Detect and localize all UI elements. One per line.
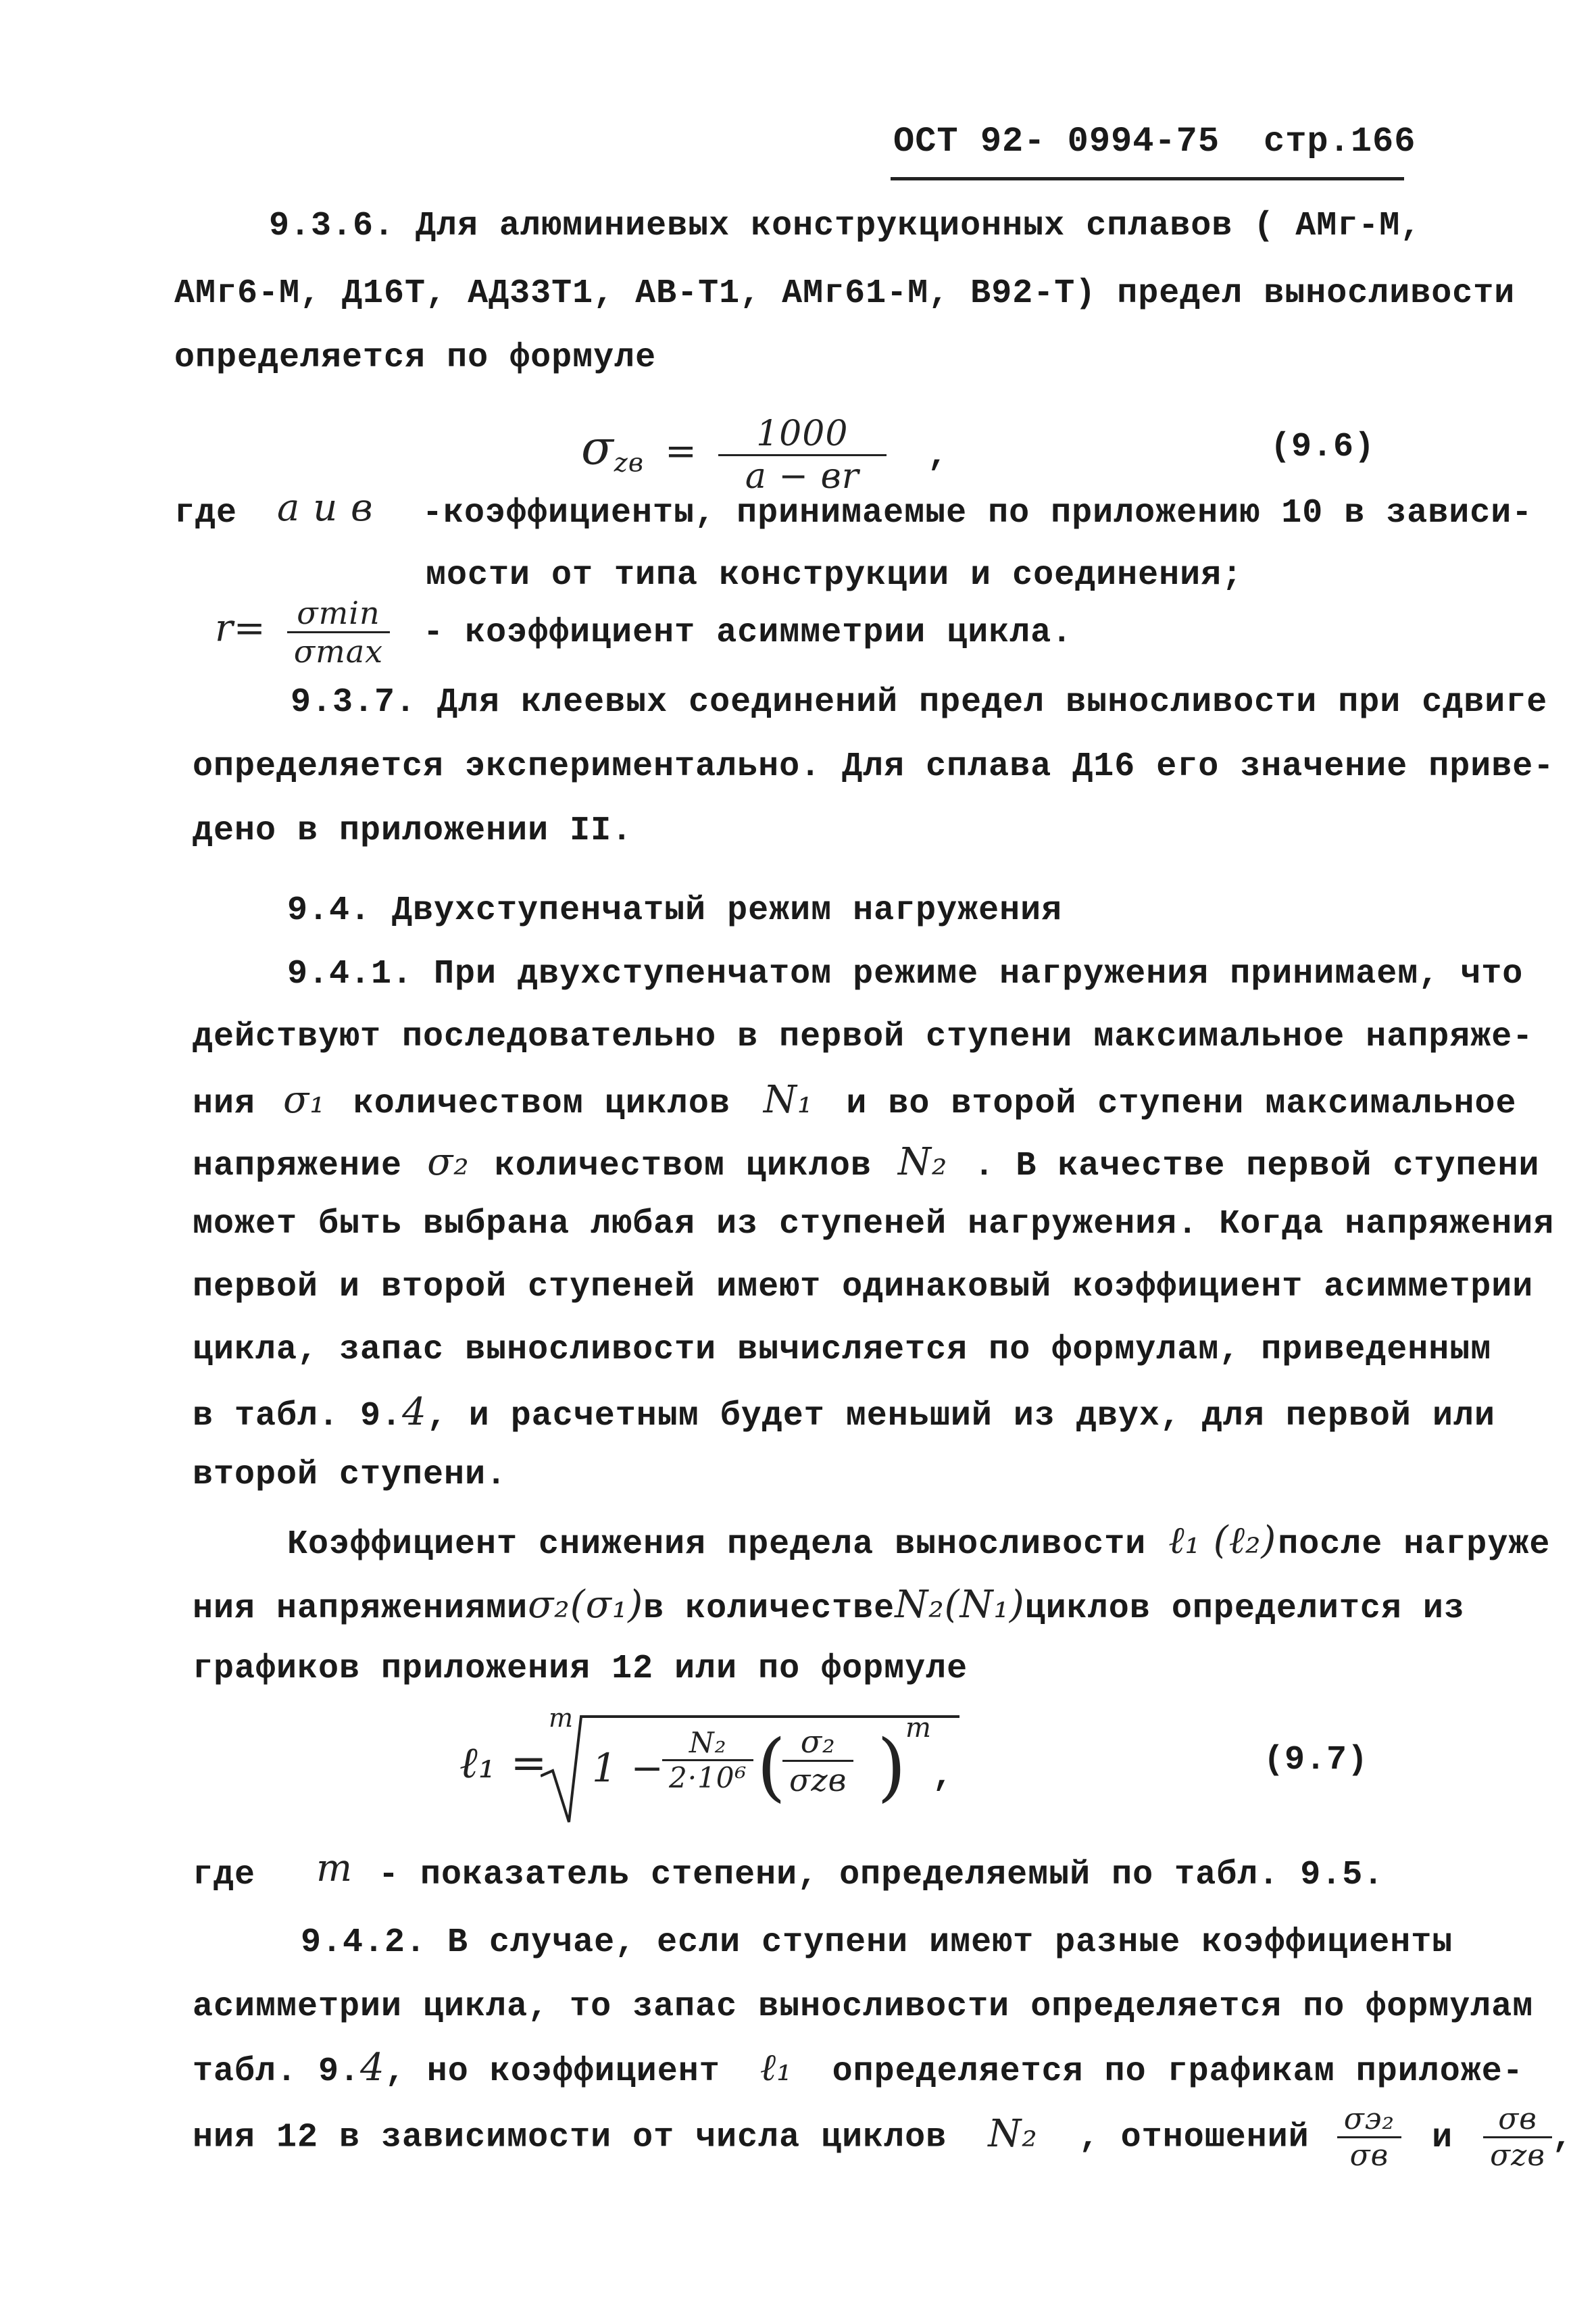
para-942-line3 [193, 2048, 1524, 2092]
para-941-line4 [193, 1142, 1540, 1187]
para-942-line3-c: определяется по графикам приложе- [832, 2052, 1524, 2091]
coef-line2-c: циклов определится из [1024, 1590, 1465, 1628]
formula-9-7-n2: N₂ [662, 1726, 753, 1761]
para-941-line1: 9.4.1. При двухступенчатом режиме нагружения принимаем, что [287, 955, 1524, 993]
where-2-word: где [193, 1856, 256, 1894]
header-underline [891, 177, 1404, 180]
para-941-line5: может быть выбрана любая из ступеней нагружения. Когда напряжения [193, 1205, 1555, 1244]
n-2-symbol: N₂ [897, 1140, 948, 1184]
para-941-line7: цикла, запас выносливости вычисляется по формулам, приведенным [193, 1331, 1492, 1369]
para-941-line8-b: , и расчетным будет меньший из двух, для первой или [426, 1397, 1495, 1435]
r-text: - коэффициент асимметрии цикла. [423, 613, 1073, 652]
r-symbol: r= [215, 606, 266, 651]
where-2-text: - показатель степени, определяемый по табл. 9.5. [378, 1856, 1385, 1894]
formula-9-7-cycles-fraction [662, 1726, 753, 1794]
formula-9-6-label: (9.6) [1270, 428, 1376, 466]
coef-line2-a: ния напряжениями [193, 1590, 528, 1628]
coef-line1-a: Коэффициент снижения предела выносливости [287, 1525, 1147, 1564]
coef-line2-b: в количестве [643, 1590, 895, 1628]
para-941-line3-c: и во второй ступени максимальное [846, 1085, 1517, 1123]
para-942-line2: асимметрии цикла, то запас выносливости определяется по формулам [193, 1988, 1534, 2026]
para-936-line1: 9.3.6. Для алюминиевых конструкционных сплавов ( АМг-М, [269, 207, 1422, 245]
coef-line1-b: после нагруже [1278, 1525, 1551, 1564]
formula-9-7-sigma2: σ₂ [782, 1723, 853, 1762]
para-941-line4-b: количеством циклов [494, 1147, 872, 1185]
formula-9-7-label: (9.7) [1264, 1741, 1369, 1779]
formula-9-7-root-index: m [549, 1703, 574, 1733]
formula-9-6-lhs: σ [581, 420, 614, 476]
formula-9-7-2e6: 2·10⁶ [669, 1761, 747, 1794]
l1-l2-symbol: ℓ₁ (ℓ₂) [1168, 1519, 1277, 1562]
where-1-symbols: a и в [277, 486, 374, 530]
para-942-end: , [1551, 2118, 1573, 2157]
n-2-symbol-b: N₂ [988, 2111, 1038, 2156]
sigma-2-1-symbol: σ₂(σ₁) [528, 1583, 644, 1627]
para-941-line2: действуют последовательно в первой ступени максимальное напряже- [193, 1018, 1534, 1056]
para-942-line1: 9.4.2. В случае, если ступени имеют разные коэффициенты [301, 1923, 1453, 1962]
para-942-and: и [1432, 2118, 1453, 2157]
para-937-line1: 9.3.7. Для клеевых соединений предел выносливости при сдвиге [291, 683, 1548, 722]
para-936-line3: определяется по формуле [174, 339, 657, 377]
formula-9-7-lhs: ℓ₁ = [459, 1738, 548, 1788]
formula-9-6-lhs-sub: zв [614, 447, 644, 478]
para-941-line4-a: напряжение [193, 1147, 403, 1185]
r-denominator: σmax [293, 633, 384, 670]
l1-symbol: ℓ₁ [759, 2046, 793, 2090]
formula-9-6-fraction [718, 414, 887, 497]
page-number: стр.166 [1264, 122, 1416, 162]
formula-9-6-denominator: a − вr [745, 456, 859, 497]
para-941-line3 [193, 1080, 1516, 1125]
ratio-2-fraction [1483, 2102, 1552, 2173]
ratio-1-denominator: σв [1349, 2138, 1389, 2173]
coef-line1 [287, 1521, 1550, 1565]
para-941-line9: второй ступени. [193, 1456, 507, 1494]
formula-9-7-rparen: ) [877, 1723, 907, 1810]
para-937-line2: определяется экспериментально. Для сплава Д16 его значение приве- [193, 747, 1555, 786]
para-941-line6: первой и второй ступеней имеют одинаковый коэффициент асимметрии [193, 1268, 1534, 1306]
formula-9-6-eq: = [664, 429, 697, 474]
ratio-2-denominator: σzв [1490, 2138, 1545, 2173]
formula-9-7-power: m [905, 1713, 932, 1744]
formula-9-6-numerator: 1000 [718, 414, 887, 456]
sigma-2-symbol: σ₂ [427, 1140, 470, 1184]
coef-line3: графиков приложения 12 или по формуле [193, 1650, 968, 1688]
formula-9-6-comma: , [927, 436, 949, 475]
coef-line2 [193, 1585, 1465, 1629]
where-1-text-a: -коэффициенты, принимаемые по приложению 10 в зависи- [422, 494, 1533, 533]
formula-9-7-one: 1 − [592, 1745, 664, 1791]
where-1-text-b: мости от типа конструкции и соединения; [426, 556, 1243, 595]
para-942-line3-a: табл. 9. [193, 2052, 361, 2091]
where-2-symbol: m [316, 1846, 353, 1890]
para-941-line4-c: . В качестве первой ступени [974, 1147, 1540, 1185]
formula-9-6 [581, 414, 949, 497]
ratio-1-fraction [1337, 2102, 1401, 2173]
para-941-line3-b: количеством циклов [353, 1085, 730, 1123]
para-942-line4-b: , отношений [1078, 2118, 1310, 2157]
table-number-4: 4 [402, 1390, 427, 1434]
section-9-4-title: 9.4. Двухступенчатый режим нагружения [287, 891, 1063, 930]
r-fraction [287, 595, 390, 670]
para-941-line8 [193, 1392, 1495, 1437]
para-942-line3-b: , но коэффициент [384, 2052, 720, 2091]
para-936-line2: АМг6-М, Д16Т, АД33Т1, АВ-Т1, АМг61-М, В92-Т) предел выносливости [174, 274, 1516, 313]
formula-9-7-comma: , [932, 1757, 954, 1796]
table-number-4b: 4 [360, 2046, 385, 2090]
n-2-1-symbol: N₂(N₁) [895, 1583, 1025, 1627]
para-942-line4 [193, 2102, 1573, 2173]
doc-code: ОСТ 92- 0994-75 [893, 122, 1220, 162]
para-941-line3-a: ния [193, 1085, 256, 1123]
sigma-1-symbol: σ₁ [283, 1078, 326, 1122]
para-942-line4-a: ния 12 в зависимости от числа циклов [193, 2118, 947, 2157]
ratio-2-numerator: σв [1483, 2102, 1552, 2138]
formula-9-7-lparen: ( [757, 1723, 787, 1810]
para-941-line8-a: в табл. 9. [193, 1397, 403, 1435]
r-definition [215, 595, 1072, 670]
where-1-word: где [174, 494, 238, 533]
formula-9-7-sigma-zv: σzв [789, 1762, 847, 1798]
para-937-line3: дено в приложении II. [193, 812, 633, 850]
n-1-symbol: N₁ [763, 1078, 814, 1122]
formula-9-7-stress-fraction [782, 1723, 853, 1798]
r-numerator: σmin [287, 595, 390, 633]
formula-9-7 [459, 1703, 973, 1831]
ratio-1-numerator: σэ₂ [1337, 2102, 1401, 2138]
